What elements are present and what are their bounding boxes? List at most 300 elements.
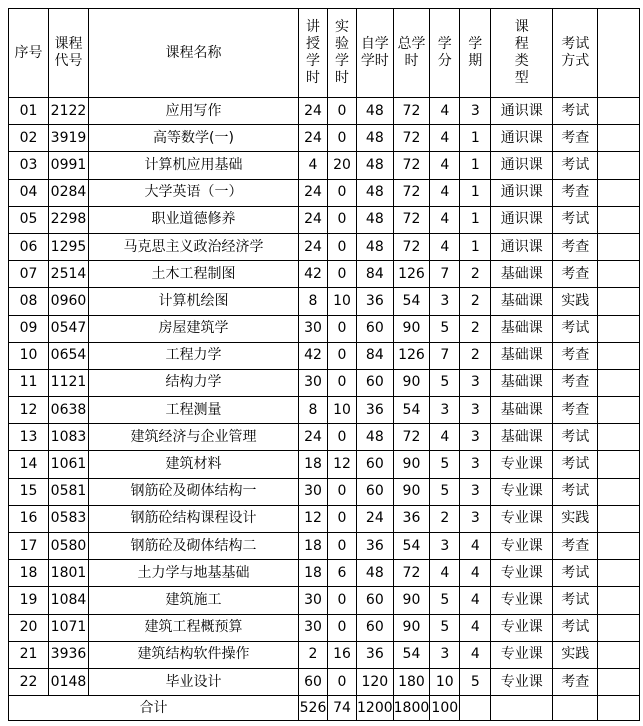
cell-lecture-hours: 18: [299, 451, 328, 478]
cell-credits: 4: [430, 152, 460, 179]
cell-seq: 13: [9, 424, 49, 451]
cell-lecture-hours: 60: [299, 668, 328, 695]
cell-credits: 10: [430, 668, 460, 695]
cell-blank: [598, 505, 640, 532]
cell-semester: 4: [460, 533, 491, 560]
cell-lab-hours: 0: [328, 342, 357, 369]
cell-code: 0638: [49, 397, 89, 424]
header-lecture-hours: [299, 9, 328, 98]
cell-name: 建筑工程概预算: [89, 614, 299, 641]
cell-exam-method: 考查: [553, 342, 598, 369]
cell-credits: 3: [430, 641, 460, 668]
cell-total-hours: 90: [393, 451, 430, 478]
header-total-hours: [393, 9, 430, 98]
header-text: 方式: [561, 53, 590, 69]
cell-course-type: 基础课: [491, 369, 553, 396]
cell-semester: 3: [460, 397, 491, 424]
cell-course-type: 专业课: [491, 560, 553, 587]
cell-name: 计算机绘图: [89, 288, 299, 315]
cell-semester: 5: [460, 668, 491, 695]
cell-seq: 09: [9, 315, 49, 342]
cell-name: 土木工程制图: [89, 261, 299, 288]
cell-lab-hours: 0: [328, 614, 357, 641]
cell-seq: 03: [9, 152, 49, 179]
cell-self-study-hours: 120: [357, 668, 394, 695]
table-row: [9, 451, 640, 478]
cell-seq: 17: [9, 533, 49, 560]
cell-exam-method: 考试: [553, 315, 598, 342]
table-row: [9, 641, 640, 668]
cell-blank: [598, 641, 640, 668]
cell-credits: 4: [430, 424, 460, 451]
cell-blank: [598, 587, 640, 614]
cell-total-hours: 36: [393, 505, 430, 532]
cell-credits: 7: [430, 342, 460, 369]
cell-total-hours: 72: [393, 152, 430, 179]
cell-exam-method: 考查: [553, 533, 598, 560]
cell-blank: [598, 369, 640, 396]
cell-blank: [598, 533, 640, 560]
cell-code: 0960: [49, 288, 89, 315]
table-row: [9, 424, 640, 451]
table-row: [9, 261, 640, 288]
cell-code: 0583: [49, 505, 89, 532]
cell-name: 建筑材料: [89, 451, 299, 478]
cell-lecture-hours: 30: [299, 369, 328, 396]
cell-semester: 1: [460, 179, 491, 206]
cell-credits: 4: [430, 206, 460, 233]
cell-lecture-hours: 12: [299, 505, 328, 532]
cell-total-hours: 72: [393, 206, 430, 233]
cell-course-type: 专业课: [491, 451, 553, 478]
cell-course-type: 通识课: [491, 98, 553, 125]
cell-code: 1084: [49, 587, 89, 614]
cell-course-type: 基础课: [491, 342, 553, 369]
total-cell: 1200: [357, 696, 394, 721]
cell-total-hours: 54: [393, 533, 430, 560]
cell-course-type: 专业课: [491, 587, 553, 614]
cell-course-type: 专业课: [491, 668, 553, 695]
cell-credits: 5: [430, 478, 460, 505]
cell-course-type: 专业课: [491, 533, 553, 560]
cell-blank: [598, 614, 640, 641]
header-text: 时: [306, 70, 320, 86]
cell-total-hours: 72: [393, 179, 430, 206]
header-text: 程: [514, 36, 529, 52]
cell-name: 计算机应用基础: [89, 152, 299, 179]
cell-semester: 1: [460, 206, 491, 233]
cell-code: 1121: [49, 369, 89, 396]
cell-lecture-hours: 8: [299, 288, 328, 315]
header-text: 期: [468, 53, 483, 69]
cell-course-type: 通识课: [491, 125, 553, 152]
cell-code: 0991: [49, 152, 89, 179]
cell-course-type: 通识课: [491, 233, 553, 260]
cell-semester: 3: [460, 98, 491, 125]
cell-lab-hours: 0: [328, 587, 357, 614]
cell-semester: 2: [460, 342, 491, 369]
table-row: [9, 587, 640, 614]
cell-lecture-hours: 8: [299, 397, 328, 424]
cell-code: 1295: [49, 233, 89, 260]
cell-credits: 2: [430, 505, 460, 532]
header-text: 考试: [561, 36, 590, 52]
cell-semester: 4: [460, 560, 491, 587]
cell-total-hours: 72: [393, 125, 430, 152]
cell-blank: [598, 152, 640, 179]
cell-total-hours: 72: [393, 560, 430, 587]
header-semester: [460, 9, 491, 98]
cell-seq: 22: [9, 668, 49, 695]
cell-lecture-hours: 24: [299, 206, 328, 233]
cell-blank: [598, 206, 640, 233]
header-text: 时: [404, 53, 419, 69]
total-cell: [553, 696, 598, 721]
cell-blank: [598, 560, 640, 587]
total-cell: [598, 696, 640, 721]
table-row: [9, 315, 640, 342]
table-row: [9, 614, 640, 641]
cell-total-hours: 126: [393, 342, 430, 369]
cell-lecture-hours: 24: [299, 233, 328, 260]
cell-name: 建筑施工: [89, 587, 299, 614]
cell-self-study-hours: 84: [357, 261, 394, 288]
cell-code: 0284: [49, 179, 89, 206]
cell-lecture-hours: 30: [299, 315, 328, 342]
header-text: 学: [306, 53, 320, 69]
cell-self-study-hours: 48: [357, 233, 394, 260]
cell-self-study-hours: 48: [357, 560, 394, 587]
cell-credits: 4: [430, 98, 460, 125]
cell-name: 钢筋砼及砌体结构二: [89, 533, 299, 560]
table-row: [9, 98, 640, 125]
total-label: 合计: [9, 696, 299, 721]
cell-seq: 18: [9, 560, 49, 587]
cell-course-type: 基础课: [491, 315, 553, 342]
cell-blank: [598, 315, 640, 342]
cell-exam-method: 考查: [553, 369, 598, 396]
cell-code: 2122: [49, 98, 89, 125]
cell-lab-hours: 16: [328, 641, 357, 668]
table-row: [9, 560, 640, 587]
cell-lab-hours: 10: [328, 288, 357, 315]
cell-self-study-hours: 48: [357, 98, 394, 125]
table-row: [9, 179, 640, 206]
cell-seq: 15: [9, 478, 49, 505]
header-text: 学: [437, 36, 452, 52]
cell-credits: 5: [430, 587, 460, 614]
cell-self-study-hours: 60: [357, 369, 394, 396]
cell-code: 3919: [49, 125, 89, 152]
cell-code: 0547: [49, 315, 89, 342]
header-text: 型: [514, 70, 529, 86]
cell-total-hours: 180: [393, 668, 430, 695]
cell-lab-hours: 0: [328, 206, 357, 233]
cell-lab-hours: 0: [328, 424, 357, 451]
cell-lab-hours: 0: [328, 505, 357, 532]
cell-name: 工程测量: [89, 397, 299, 424]
cell-self-study-hours: 60: [357, 315, 394, 342]
cell-blank: [598, 668, 640, 695]
cell-semester: 3: [460, 424, 491, 451]
cell-exam-method: 考试: [553, 478, 598, 505]
cell-self-study-hours: 60: [357, 451, 394, 478]
cell-name: 工程力学: [89, 342, 299, 369]
cell-self-study-hours: 48: [357, 152, 394, 179]
cell-exam-method: 考查: [553, 179, 598, 206]
cell-course-type: 专业课: [491, 478, 553, 505]
cell-blank: [598, 98, 640, 125]
cell-semester: 3: [460, 451, 491, 478]
cell-code: 0581: [49, 478, 89, 505]
cell-self-study-hours: 48: [357, 179, 394, 206]
cell-self-study-hours: 36: [357, 288, 394, 315]
cell-lab-hours: 10: [328, 397, 357, 424]
cell-blank: [598, 288, 640, 315]
cell-seq: 16: [9, 505, 49, 532]
cell-credits: 4: [430, 125, 460, 152]
cell-lab-hours: 0: [328, 125, 357, 152]
cell-name: 职业道德修养: [89, 206, 299, 233]
cell-code: 0580: [49, 533, 89, 560]
header-text: 课: [514, 19, 529, 35]
cell-name: 高等数学(一): [89, 125, 299, 152]
cell-seq: 11: [9, 369, 49, 396]
cell-total-hours: 90: [393, 587, 430, 614]
cell-course-type: 基础课: [491, 288, 553, 315]
header-text: 代号: [54, 53, 83, 69]
table-footer: [9, 696, 640, 721]
cell-seq: 02: [9, 125, 49, 152]
cell-code: 1071: [49, 614, 89, 641]
total-cell: [491, 696, 553, 721]
cell-self-study-hours: 48: [357, 206, 394, 233]
cell-lecture-hours: 18: [299, 533, 328, 560]
cell-seq: 21: [9, 641, 49, 668]
cell-seq: 20: [9, 614, 49, 641]
header-name: [89, 9, 299, 98]
cell-name: 大学英语（一）: [89, 179, 299, 206]
cell-course-type: 专业课: [491, 505, 553, 532]
table-body: [9, 98, 640, 696]
cell-exam-method: 实践: [553, 641, 598, 668]
cell-lab-hours: 0: [328, 478, 357, 505]
cell-seq: 14: [9, 451, 49, 478]
cell-self-study-hours: 24: [357, 505, 394, 532]
cell-exam-method: 考试: [553, 98, 598, 125]
cell-exam-method: 考查: [553, 261, 598, 288]
header-text: 自学: [360, 36, 389, 52]
header-text: 学: [335, 53, 349, 69]
cell-total-hours: 90: [393, 614, 430, 641]
cell-semester: 1: [460, 152, 491, 179]
cell-seq: 01: [9, 98, 49, 125]
cell-seq: 08: [9, 288, 49, 315]
cell-name: 土力学与地基基础: [89, 560, 299, 587]
cell-self-study-hours: 84: [357, 342, 394, 369]
cell-self-study-hours: 36: [357, 397, 394, 424]
cell-seq: 04: [9, 179, 49, 206]
header-course-type: [491, 9, 553, 98]
cell-semester: 3: [460, 369, 491, 396]
header-self-study-hours: [357, 9, 394, 98]
table-row: [9, 533, 640, 560]
cell-credits: 7: [430, 261, 460, 288]
cell-semester: 3: [460, 478, 491, 505]
header-code: [49, 9, 89, 98]
cell-total-hours: 72: [393, 233, 430, 260]
table-row: [9, 397, 640, 424]
cell-blank: [598, 261, 640, 288]
cell-semester: 4: [460, 641, 491, 668]
total-cell: 1800: [393, 696, 430, 721]
cell-blank: [598, 451, 640, 478]
cell-exam-method: 考查: [553, 125, 598, 152]
cell-seq: 06: [9, 233, 49, 260]
cell-self-study-hours: 36: [357, 641, 394, 668]
cell-course-type: 基础课: [491, 261, 553, 288]
table-row: [9, 288, 640, 315]
cell-credits: 5: [430, 451, 460, 478]
cell-lecture-hours: 18: [299, 560, 328, 587]
table-row: [9, 478, 640, 505]
header-text: 序号: [14, 44, 43, 61]
cell-lab-hours: 0: [328, 315, 357, 342]
header-text: 时: [335, 70, 349, 86]
cell-lab-hours: 12: [328, 451, 357, 478]
cell-blank: [598, 233, 640, 260]
header-credits: [430, 9, 460, 98]
cell-blank: [598, 397, 640, 424]
cell-lecture-hours: 30: [299, 614, 328, 641]
cell-exam-method: 考试: [553, 152, 598, 179]
table-row: [9, 342, 640, 369]
cell-exam-method: 实践: [553, 288, 598, 315]
cell-credits: 3: [430, 533, 460, 560]
cell-semester: 3: [460, 505, 491, 532]
cell-self-study-hours: 48: [357, 424, 394, 451]
cell-blank: [598, 424, 640, 451]
cell-blank: [598, 179, 640, 206]
cell-lecture-hours: 42: [299, 261, 328, 288]
cell-self-study-hours: 60: [357, 478, 394, 505]
cell-lecture-hours: 30: [299, 587, 328, 614]
cell-semester: 1: [460, 125, 491, 152]
cell-exam-method: 考试: [553, 451, 598, 478]
header-text: 实: [335, 19, 349, 35]
cell-code: 0654: [49, 342, 89, 369]
header-blank: [598, 9, 640, 98]
cell-code: 1061: [49, 451, 89, 478]
cell-lab-hours: 0: [328, 179, 357, 206]
cell-code: 2298: [49, 206, 89, 233]
cell-code: 1801: [49, 560, 89, 587]
cell-seq: 07: [9, 261, 49, 288]
cell-blank: [598, 342, 640, 369]
cell-lecture-hours: 24: [299, 179, 328, 206]
cell-lecture-hours: 24: [299, 125, 328, 152]
cell-blank: [598, 125, 640, 152]
table-row: [9, 206, 640, 233]
cell-exam-method: 实践: [553, 505, 598, 532]
cell-semester: 2: [460, 288, 491, 315]
cell-course-type: 通识课: [491, 179, 553, 206]
cell-credits: 4: [430, 179, 460, 206]
cell-lab-hours: 0: [328, 98, 357, 125]
cell-lecture-hours: 2: [299, 641, 328, 668]
cell-code: 3936: [49, 641, 89, 668]
cell-lab-hours: 0: [328, 369, 357, 396]
table-header: [9, 9, 640, 98]
cell-lecture-hours: 24: [299, 98, 328, 125]
table-row: [9, 152, 640, 179]
cell-total-hours: 54: [393, 288, 430, 315]
cell-course-type: 通识课: [491, 206, 553, 233]
cell-exam-method: 考试: [553, 614, 598, 641]
cell-exam-method: 考试: [553, 206, 598, 233]
cell-lab-hours: 0: [328, 261, 357, 288]
cell-total-hours: 72: [393, 424, 430, 451]
header-text: 验: [335, 36, 349, 52]
total-cell: 100: [430, 696, 460, 721]
cell-seq: 12: [9, 397, 49, 424]
cell-total-hours: 126: [393, 261, 430, 288]
cell-course-type: 专业课: [491, 614, 553, 641]
cell-self-study-hours: 36: [357, 533, 394, 560]
cell-name: 钢筋砼结构课程设计: [89, 505, 299, 532]
cell-name: 房屋建筑学: [89, 315, 299, 342]
table-row: [9, 668, 640, 695]
cell-seq: 19: [9, 587, 49, 614]
cell-exam-method: 考查: [553, 668, 598, 695]
total-cell: 74: [328, 696, 357, 721]
cell-self-study-hours: 60: [357, 614, 394, 641]
cell-course-type: 基础课: [491, 397, 553, 424]
cell-name: 钢筋砼及砌体结构一: [89, 478, 299, 505]
header-text: 讲: [306, 19, 320, 35]
header-text: 总学: [397, 36, 426, 52]
total-cell: [460, 696, 491, 721]
cell-name: 毕业设计: [89, 668, 299, 695]
table-row: [9, 505, 640, 532]
total-cell: 526: [299, 696, 328, 721]
cell-lecture-hours: 42: [299, 342, 328, 369]
cell-course-type: 通识课: [491, 152, 553, 179]
cell-blank: [598, 478, 640, 505]
cell-credits: 5: [430, 315, 460, 342]
cell-lecture-hours: 4: [299, 152, 328, 179]
cell-total-hours: 90: [393, 369, 430, 396]
cell-course-type: 专业课: [491, 641, 553, 668]
table-row: [9, 233, 640, 260]
cell-semester: 1: [460, 233, 491, 260]
cell-name: 结构力学: [89, 369, 299, 396]
cell-seq: 10: [9, 342, 49, 369]
cell-semester: 2: [460, 261, 491, 288]
cell-credits: 4: [430, 233, 460, 260]
cell-exam-method: 考试: [553, 587, 598, 614]
cell-total-hours: 54: [393, 641, 430, 668]
cell-exam-method: 考试: [553, 424, 598, 451]
cell-self-study-hours: 48: [357, 125, 394, 152]
cell-code: 2514: [49, 261, 89, 288]
cell-lab-hours: 20: [328, 152, 357, 179]
header-lab-hours: [328, 9, 357, 98]
cell-exam-method: 考查: [553, 233, 598, 260]
header-text: 学时: [360, 53, 389, 69]
cell-code: 1083: [49, 424, 89, 451]
header-exam-method: [553, 9, 598, 98]
